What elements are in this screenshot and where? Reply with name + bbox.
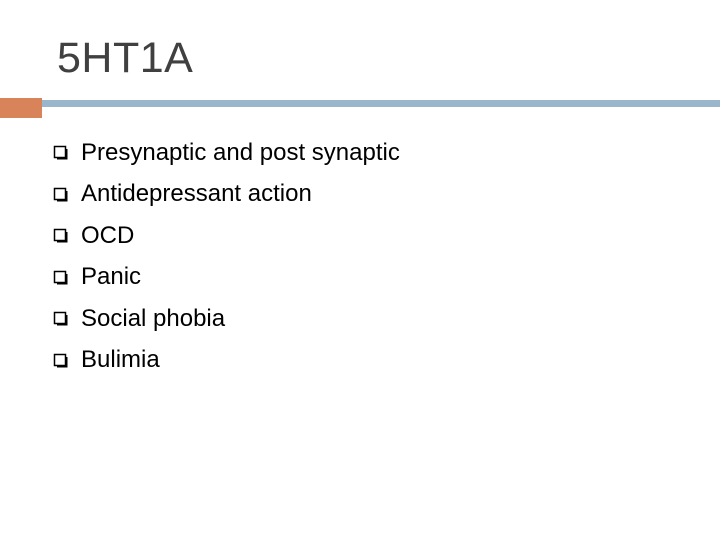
- bullet-label: Panic: [81, 263, 142, 291]
- bullet-label: Bulimia: [81, 346, 160, 374]
- hollow-square-bullet-icon: [53, 228, 68, 243]
- title-underline: [0, 98, 720, 118]
- slide-title: 5HT1A: [57, 34, 194, 82]
- bullet-item: [53, 215, 400, 257]
- hollow-square-bullet-icon: [53, 353, 68, 368]
- hollow-square-bullet-icon: [53, 311, 68, 326]
- bullet-item: [53, 257, 400, 299]
- bullet-label: Antidepressant action: [81, 180, 312, 208]
- bullet-list: [53, 132, 400, 381]
- bullet-item: [53, 132, 400, 174]
- bullet-label: Presynaptic and post synaptic: [81, 138, 400, 166]
- bullet-item: [53, 298, 400, 340]
- bullet-label: Social phobia: [81, 304, 226, 332]
- bullet-item: [53, 174, 400, 216]
- title-accent-bar: [0, 98, 42, 118]
- bullet-label: OCD: [81, 221, 135, 249]
- title-divider-line: [42, 100, 720, 107]
- hollow-square-bullet-icon: [53, 187, 68, 202]
- hollow-square-bullet-icon: [53, 270, 68, 285]
- bullet-item: [53, 340, 400, 382]
- hollow-square-bullet-icon: [53, 145, 68, 160]
